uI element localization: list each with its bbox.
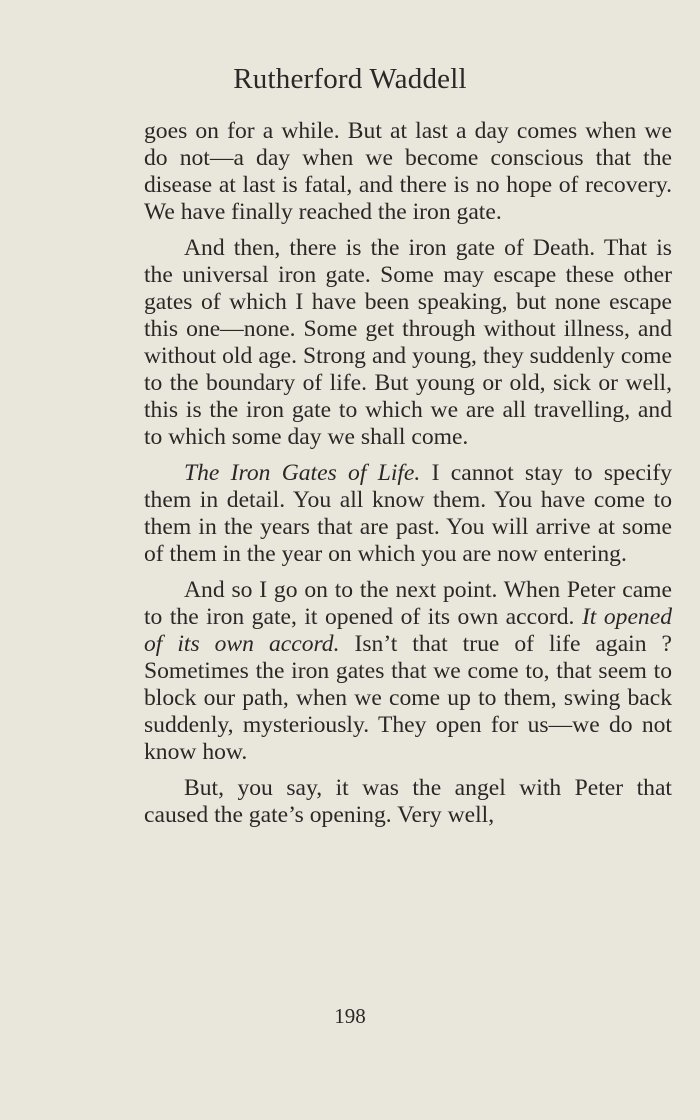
paragraph-text: And so I go on to the next point. When Peter came to the iron gate, it opened of its own accord. [144, 577, 672, 630]
paragraph-next-point [144, 577, 672, 766]
paragraph-angel: But, you say, it was the angel with Peter that caused the gate’s opening. Very well, [144, 775, 672, 828]
page-number: 198 [334, 1004, 366, 1028]
paragraph-text: Isn’t that true of life again ? Sometimes the iron gates that we come to, that seem to block our path, when we come up to them, swing back suddenly, mysteriously. They open for us—we do not know how. [144, 631, 672, 765]
body-text [144, 118, 672, 838]
paragraph-death-gate: And then, there is the iron gate of Death. That is the universal iron gate. Some may escape these other gates of which I have been speaking, but none escape this one—none. Some get through without illness, and without old age. Strong and young, they suddenly come to the boundary of life. But young or old, sick or well, this is the iron gate to which we are all travelling, and to which some day we shall come. [144, 235, 672, 450]
italic-phrase: It opened of its own accord. [144, 604, 672, 657]
paragraph-iron-gates-of-life [144, 460, 672, 568]
italic-phrase: The Iron Gates of Life. [184, 460, 421, 486]
running-head: Rutherford Waddell [233, 63, 467, 95]
paragraph-continuation: goes on for a while. But at last a day comes when we do not—a day when we become conscious that the disease at last is fatal, and there is no hope of recovery. We have finally reached the iron gate. [144, 118, 672, 225]
paragraph-text: I cannot stay to specify them in detail. You all know them. You have come to them in the years that are past. You will arrive at some of them in the year on which you are now entering. [144, 460, 672, 567]
